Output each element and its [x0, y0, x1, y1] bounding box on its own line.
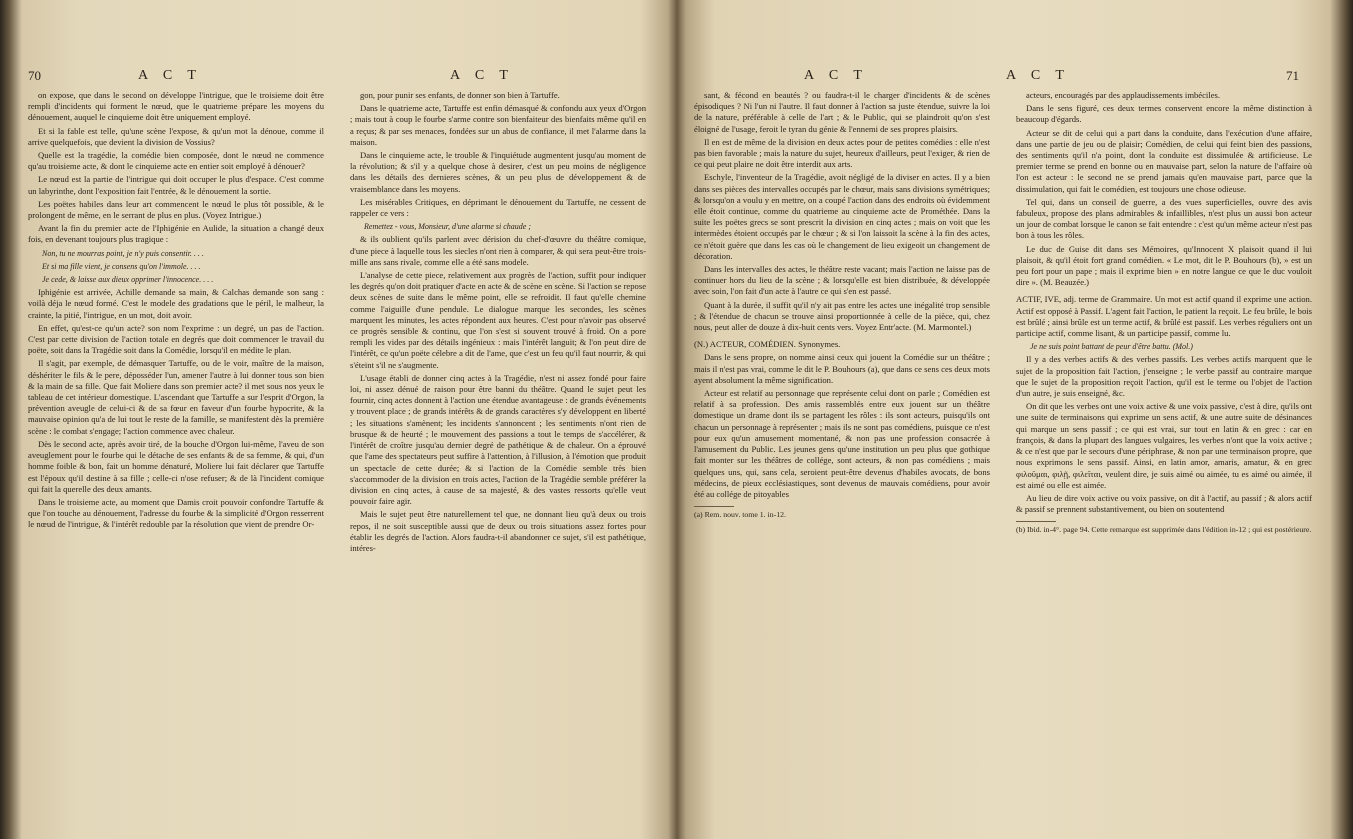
footnote-rule	[1016, 521, 1056, 522]
paragraph: Tel qui, dans un conseil de guerre, a des vues superficielles, ouvre des avis fabuleux, propose des plans admirables & infaillibles, n'est plus un aussi bon acteur un jour de combat lorsque le canon se fait entendre : c'est qu'un même acteur n'est pas bon à tous les rôles.	[1016, 196, 1312, 241]
page-number: 70	[28, 68, 41, 83]
paragraph: Il y a des verbes actifs & des verbes passifs. Les verbes actifs marquent que le sujet de la proposition fait l'action, j'enseigne ; le verbe passif au contraire marque que le sujet de la proposition reçoit l'action, qu'il est le terme ou l'objet de l'action d'un autre, je suis enseigné, &c.	[1016, 354, 1312, 399]
paragraph: Le duc de Guise dit dans ses Mémoires, qu'Innocent X plaisoit quand il lui plaisoit, & qu'il étoit fort grand comédien. « Le mot, dit le P. Bouhours (b), » est un peu fort pour un pape ; mais il exprime bien » en notre langue ce que le duc vouloit dire ». (M. Beauzée.)	[1016, 243, 1312, 288]
paragraph: En effet, qu'est-ce qu'un acte? son nom l'exprime : un degré, un pas de l'action. C'est par cette division de l'action totale en degrés que doit commencer le travail du poëte, soit dans la Tragédie soit dans la Comédie, lorsqu'il en médite le plan.	[28, 322, 324, 356]
paragraph: acteurs, encouragés par des applaudissements imbéciles.	[1026, 90, 1221, 100]
footnote: (a) Rem. nouv. tome 1. in-12.	[694, 510, 786, 520]
right-page-column-2	[1016, 90, 1312, 830]
right-page	[686, 0, 1336, 839]
paragraph: on expose, que dans le second on développe l'intrigue, que le troisieme doit être rempli d'incidents qui forment le nœud, que le quatrieme prépare les moyens du dénouement, auquel le cinquieme doit être uniquement employé.	[28, 90, 324, 123]
paragraph: Le nœud est la partie de l'intrigue qui doit occuper le plus d'espace. C'est comme un labyrinthe, dont l'exposition fait l'entrée, & le dénouement la sortie.	[28, 174, 324, 196]
running-head: A C T	[450, 68, 514, 83]
running-head: A C T	[138, 68, 202, 83]
paragraph: Il en est de même de la division en deux actes pour de petites comédies : elle n'est pas bien favorable ; mais la nature du sujet, heureux d'ailleurs, peut l'exiger, & rien de ce qui peut plaire ne doit être interdit aux arts.	[694, 136, 990, 170]
left-page-column-2	[350, 90, 646, 830]
right-page-header	[686, 68, 1336, 88]
paragraph: L'analyse de cette piece, relativement aux progrès de l'action, suffit pour indiquer les degrés qu'on doit pratiquer d'acte en acte & de scène en scène. Si l'action se repose deux scènes de suite dans le même point, elle se refroidit. Il faut qu'elle chemine comme l'aiguille d'une pendule. Le dialogue marque les secondes, les scènes marquent les minutes, les actes répondent aux heures. C'est pour n'avoir pas observé ce progrès sensible & continu, que l'on s'est si souvent trouvé à froid. On a pore rempli les vides par des détails ingénieux : mais l'intérêt languit; & l'on peut dire de l'intérêt, ce qu'un poëte célebre a dit de l'ame, que c'est un feu qu'il faut nourrir, & qui s'éteint s'il ne s'augmente.	[350, 270, 646, 370]
verse-line: Je ne suis point battant de peur d'être battu. (Mol.)	[1030, 342, 1193, 352]
verse-line: Remettez - vous, Monsieur, d'une alarme si chaude ;	[364, 222, 532, 232]
right-page-column-1	[694, 90, 990, 830]
paragraph: Acteur se dit de celui qui a part dans la conduite, dans l'exécution d'une affaire, dans une partie de jeu ou de plaisir; Comédien, de celui qui feint bien des passions, des sentiments qu'il n'a point, dont la conduite est dissimulée & artificieuse. Le premier terme se prend en bonne ou en mauvaise part, selon la nature de l'affaire où l'on est acteur : le second ne se prend jamais qu'en mauvaise part, parce que la dissimulation, qui fait le comédien, est toujours une chose odieuse.	[1016, 127, 1312, 194]
paragraph: gon, pour punir ses enfants, de donner son bien à Tartuffe.	[360, 90, 560, 100]
left-page-header	[20, 68, 670, 88]
paragraph: Iphigénie est arrivée, Achille demande sa main, & Calchas demande son sang : voilà déja le nœud formé. C'est le modele des gradations que le péril, le malheur, la crainte, la pitié, l'intrigue, en un mot, doit avoir.	[28, 287, 324, 320]
paragraph: Il s'agit, par exemple, de démasquer Tartuffe, ou de le voir, maître de la maison, déshériter le fils & le pere, déposséder l'un, amener l'autre à lui donner tous son bien & la main de sa fille. Que fait Moliere dans son premier acte? il met sous nos yeux le tableau de cet intérieur domestique. L'ascendant que Tartuffe a sur l'esprit d'Orgon, la prévention aveugle de celui-ci & de sa fœur en faveur d'un fourbe hypocrite, & la mauvaise opinion qu'a de lui tout le reste de la famille, se manifestent dès la première scène : le combat s'engage; l'action commence avec chaleur.	[28, 358, 324, 436]
paragraph: Au lieu de dire voix active ou voix passive, on dit à l'actif, au passif ; & alors actif & passif se prennent substantivement, ou bien on soutentend	[1016, 492, 1312, 515]
paragraph: & ils oublient qu'ils parlent avec dérision du chef-d'œuvre du théâtre comique, d'une piece à laquelle tous les siecles n'ont rien à comparer, & qui sera peut-être trois-mille ans sans rivale, comme elle a été sans modele.	[350, 234, 646, 267]
running-head: A C T	[1006, 68, 1070, 83]
paragraph: Quelle est la tragédie, la comédie bien composée, dont le nœud ne commence qu'au troisieme acte, & dont le cinquieme acte en entier soit employé à dénouer?	[28, 150, 324, 172]
paragraph: Mais le sujet peut être naturellement tel que, ne donnant lieu qu'à deux ou trois repos, il ne soit susceptible aussi que de deux ou trois situations assez fortes pour établir les degrés de l'action. Alors faudra-t-il abandonner ce sujet, s'il est pathétique, intéres-	[350, 509, 646, 553]
entry-heading: (N.) ACTEUR, COMÉDIEN. Synonymes.	[694, 339, 841, 350]
paragraph: Dans le cinquieme acte, le trouble & l'inquiétude augmentent jusqu'au moment de la révolution; & s'il y a quelque chose à desirer, c'est un peu moins de négligence dans les détails des dernieres scènes, & un peu plus de développement & de vraisemblance dans les moyens.	[350, 150, 646, 194]
paragraph: L'usage établi de donner cinq actes à la Tragédie, n'est ni assez fondé pour faire loi, ni assez dénué de raison pour être banni du théâtre. Quand le sujet peut les fournir, cinq actes donnent à l'action une étendue avantageuse : de grands événements y trouvent place ; de grands intérêts & de grands caractères s'y développent en liberté ; les situations s'amènent; les incidents s'annoncent ; les sentiments n'ont rien de brusque & de heurté ; le mouvement des passions a tout le temps de s'accélérer, & l'intérêt de croître jusqu'au dernier degré de pathétique & de chaleur. On a éprouvé que l'ame des spectateurs peut suffire à l'attention, à l'illusion, à l'émotion que produit un spectacle de cette durée; & si l'action de la Comédie semble très bien s'accommoder de la division en trois actes, l'action de la Tragédie semble préférer la division en cinq actes, à cause de sa majesté, & des vastes ressorts qu'elle veut pouvoir faire agir.	[350, 372, 646, 507]
paragraph: Les poëtes habiles dans leur art commencent le nœud le plus tôt possible, & le prolongent de même, en le serrant de plus en plus. (Voyez Intrigue.)	[28, 198, 324, 221]
page-number: 71	[1286, 68, 1299, 83]
paragraph: Quant à la durée, il suffit qu'il n'y ait pas entre les actes une inégalité trop sensible ; & l'étendue de chacun se trouve ainsi proportionnée à celle de la pièce, qui, chez nous, peut aller de douze à dix-huit cents vers. Voyez Entr'acte. (M. Marmontel.)	[694, 299, 990, 333]
paragraph: sant, & fécond en beautés ? ou faudra-t-il le charger d'incidents & de scènes épisodiques ? Ni l'un ni l'autre. Il faut donner à l'action sa juste étendue, suivre la loi de la nature, préférable à celle de l'art ; & le Public, qui se plaindroit qu'on s'est éloigné de l'usage, feroit le tyran du génie & l'ennemi de ses propres plaisirs.	[694, 90, 990, 134]
paragraph: Les misérables Critiques, en déprimant le dénouement du Tartuffe, ne cessent de rappeler ce vers :	[350, 196, 646, 219]
paragraph: Dans le sens propre, on nomme ainsi ceux qui jouent la Comédie sur un théâtre ; mais il n'est pas vrai, comme le dit le P. Bouhours (a), que dans ce sens ces deux mots ayent absolument la même signification.	[694, 352, 990, 385]
verse-line: Non, tu ne mourras point, je n'y puis consentir. . . .	[42, 248, 204, 258]
paragraph: On dit que les verbes ont une voix active & une voix passive, c'est à dire, qu'ils ont une suite de terminaisons qui exprime un sens actif, & une autre suite de désinances qui marque un sens passif ; ce qui est vrai, sur tout en latin & en grec : car en françois, & dans la plupart des langues vulgaires, les verbes n'ont que la voix active ; & ce n'est que par le secours d'une périphrase, & non par une terminaison propre, que nous exprimons le sens passif. Ainsi, en latin amor, amaris, amatur, & en grec φιλοῦμαι, φιλῇ, φιλεῖται, veulent dire, je suis aimé ou aimée, tu es aimé ou aimée, il est aimé ou elle est aimée.	[1016, 401, 1312, 490]
paragraph: Eschyle, l'inventeur de la Tragédie, avoit négligé de la diviser en actes. Il y a bien dans ses pièces des intervalles occupés par le chœur, mais sans divisions symétriques; & lorsqu'on a voulu y en mettre, on a coupé l'action dans des endroits où évidemment elle étoit continue, comme du quatrieme au cinquieme acte de Prométhée. Dans la suite les poëtes grecs se sont prescrit la division en cinq actes ; mais on voit que les intermèdes étoient occupés par le chœur ; & si l'on laissoit la scène à la fin des actes, ce n'étoit guère que dans les cas où le changement de lieu exigeoit un changement de décoration.	[694, 172, 990, 261]
paragraph: Avant la fin du premier acte de l'Iphigénie en Aulide, la situation a changé deux fois, en devenant toujours plus tragique :	[28, 223, 324, 245]
left-page	[20, 0, 670, 839]
footnote-rule	[694, 506, 734, 507]
paragraph: Acteur est relatif au personnage que représente celui dont on parle ; Comédien est relatif à sa profession. Des amis rassemblés entre eux jouent sur un théâtre domestique un drame dont ils se partagent les rôles : ils sont acteurs, puisqu'ils ont chacun un personnage à représenter ; mais ils ne sont pas comédiens, puisque ce n'est pour eux qu'un amusement momentané, & non pas une profession consacrée à l'amusement du Public. Les jeunes gens qu'une institution un peu plus que gothique fait monter sur les théâtres de collége, sont acteurs, & non pas comédiens ; mais quelques uns, qui, sans cela, seroient peut-être devenus d'habiles avocats, de bons médecins, de pieux ecclésiastiques, sont devenus de mauvais comédiens, pour avoir été au collége de pitoyables	[694, 388, 990, 499]
paragraph: Dans le quatrieme acte, Tartuffe est enfin démasqué & confondu aux yeux d'Orgon ; mais tout à coup le fourbe s'arme contre son bienfaiteur des bienfaits même qu'il en a reçus; & par ses menaces, fondées sur un abus de confiance, il met l'alarme dans la maison.	[350, 103, 646, 147]
paragraph: Et si la fable est telle, qu'une scène l'expose, & qu'un mot la dénoue, comme il arrive quelquefois, que devient la division de Vossius?	[28, 125, 324, 147]
paragraph: Dans les intervalles des actes, le théâtre reste vacant; mais l'action ne laisse pas de continuer hors du lieu de la scène ; & lorsqu'elle est bien distribuée, & développée avec soin, l'on fait d'un acte à l'autre ce qui s'en est passé.	[694, 264, 990, 297]
paragraph: Dès le second acte, après avoir tiré, de la bouche d'Orgon lui-même, l'aveu de son aveuglement pour le fourbe qui le détache de ses enfants & de sa femme, & qui, d'un homme foible & bon, fait un homme dénaturé, Moliere lui fait déclarer que Tartuffe est l'époux qu'il destine à sa fille ; celle-ci n'ose refuser; & de là l'incident comique qui fait la querelle des deux amants.	[28, 438, 324, 494]
left-page-column-1	[28, 90, 324, 830]
verse-line: Je cede, & laisse aux dieux opprimer l'innocence. . . .	[42, 275, 214, 285]
paragraph: Dans le troisieme acte, au moment que Damis croit pouvoir confondre Tartuffe & que l'on touche au dénouement, l'adresse du fourbe & la simplicité d'Orgon resserrent le nœud de l'intrigue, & l'intérêt redouble par la résolution que vient de prendre Or-	[28, 496, 324, 530]
footnote: (b) Ibid. in-4°. page 94. Cette remarque est supprimée dans l'édition in-12 ; qui est postérieure.	[1016, 525, 1312, 535]
entry-heading: ACTIF, IVE, adj. terme de Grammaire. Un mot est actif quand il exprime une action. Actif est opposé à Passif. L'agent fait l'action, le patient la reçoit. Le feu brûle, le bois est brûlé ; ainsi brûle est un terme actif, & brûlé est passif. Les verbes réguliers ont un participe actif, comme lisant, & un participe passif, comme lu.	[1016, 294, 1312, 339]
paragraph: Dans le sens figuré, ces deux termes conservent encore la même distinction à beaucoup d'égards.	[1016, 103, 1312, 125]
running-head: A C T	[804, 68, 868, 83]
verse-line: Et si ma fille vient, je consens qu'on l'immole. . . .	[42, 261, 201, 271]
